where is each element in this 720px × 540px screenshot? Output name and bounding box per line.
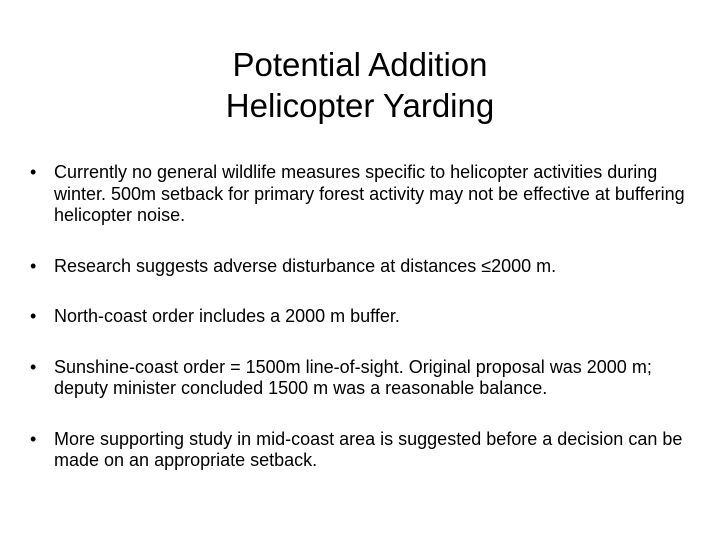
bullet-item-research-disturbance	[30, 256, 695, 278]
bullet-text: Sunshine-coast order = 1500m line-of-sight. Original proposal was 2000 m; deputy minister concluded 1500 m was a reasonable balance.	[54, 356, 652, 398]
title-line-2: Helicopter Yarding	[225, 87, 495, 125]
bullet-item-mid-coast-study	[30, 429, 695, 472]
bullet-marker: •	[30, 162, 37, 182]
slide-title	[60, 44, 660, 126]
bullet-list	[30, 162, 695, 501]
bullet-marker: •	[30, 255, 37, 276]
title-line-1: Potential Addition	[232, 46, 488, 84]
bullet-item-sunshine-coast-order	[30, 357, 695, 400]
bullet-marker: •	[30, 306, 37, 326]
bullet-text: Research suggests adverse disturbance at distances ≤2000 m.	[54, 255, 557, 276]
bullet-marker: •	[30, 428, 37, 449]
bullet-marker: •	[30, 356, 37, 377]
bullet-text: More supporting study in mid-coast area is suggested before a decision can be made on an appropriate setback.	[54, 428, 683, 470]
bullet-item-helicopter-measures	[30, 162, 695, 227]
bullet-item-north-coast-order	[30, 306, 695, 328]
bullet-text: North-coast order includes a 2000 m buffer.	[54, 306, 400, 326]
bullet-text: Currently no general wildlife measures specific to helicopter activities during winter. 500m setback for primary forest activity may not be effective at buffering helicopter noise.	[54, 162, 685, 225]
